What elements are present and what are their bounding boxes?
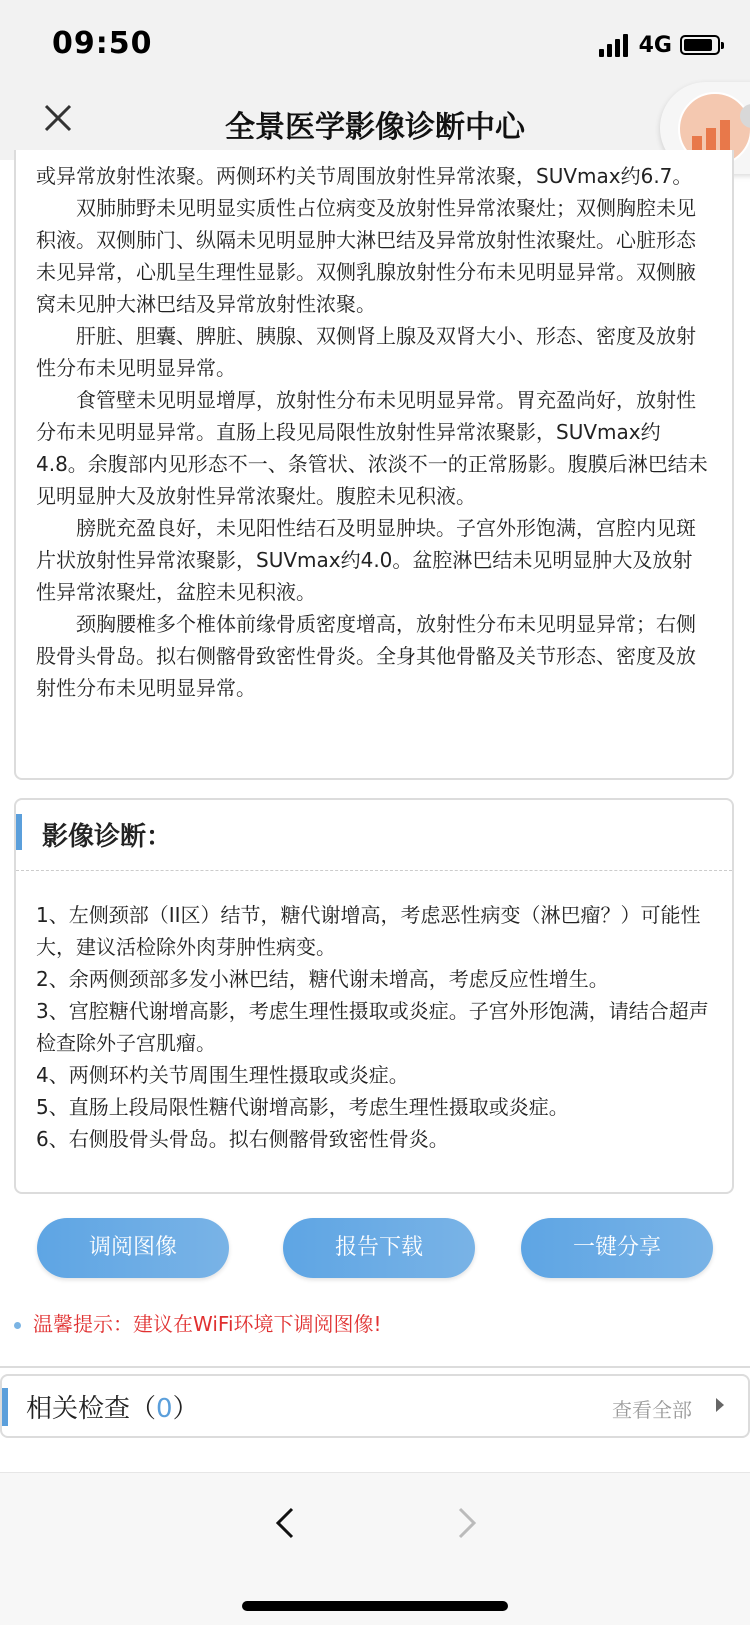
bottom-toolbar [0,1472,750,1625]
bullet-icon [14,1322,21,1329]
chevron-right-icon [446,1503,486,1543]
section-accent-bar [2,1388,8,1426]
diagnosis-item: 1、左侧颈部（II区）结节，糖代谢增高，考虑恶性病变（淋巴瘤？）可能性大，建议活检除外肉芽肿性病变。 [36,903,701,959]
findings-text [16,150,732,704]
related-exams-title [26,1388,199,1425]
related-exams-row[interactable] [0,1374,750,1438]
status-time: 09:50 [52,26,153,61]
diagnosis-list [16,871,732,1155]
status-bar [0,0,750,88]
findings-paragraph: 颈胸腰椎多个椎体前缘骨质密度增高，放射性分布未见明显异常；右侧股骨头骨岛。拟右侧髂骨致密性骨炎。全身其他骨骼及关节形态、密度及放射性分布未见明显异常。 [36,612,696,700]
share-button[interactable]: 一键分享 [521,1218,713,1278]
status-indicators [599,30,720,60]
related-count: 0 [156,1394,173,1424]
related-title-suffix: ） [172,1394,199,1424]
diagnosis-item: 4、两侧环杓关节周围生理性摄取或炎症。 [36,1063,409,1087]
findings-paragraph: 或异常放射性浓聚。两侧环杓关节周围放射性异常浓聚，SUVmax约6.7。 [36,164,693,188]
diagnosis-item: 3、宫腔糖代谢增高影，考虑生理性摄取或炎症。子宫外形饱满，请结合超声检查除外子宫肌瘤。 [36,999,709,1055]
action-buttons [0,1218,750,1278]
battery-icon [680,35,720,55]
signal-icon [599,33,631,57]
download-report-button[interactable]: 报告下载 [283,1218,475,1278]
view-images-button[interactable]: 调阅图像 [37,1218,229,1278]
diagnosis-header [16,800,732,871]
diagnosis-card [14,798,734,1194]
findings-card [14,150,734,780]
related-title-prefix: 相关检查（ [26,1394,157,1424]
back-button[interactable] [266,1503,306,1543]
findings-paragraph: 膀胱充盈良好，未见阳性结石及明显肿块。子宫外形饱满，宫腔内见斑片状放射性异常浓聚影，SUVmax约4.0。盆腔淋巴结未见明显肿大及放射性异常浓聚灶，盆腔未见积液。 [36,516,696,604]
forward-button[interactable] [446,1503,486,1543]
findings-paragraph: 双肺肺野未见明显实质性占位病变及放射性异常浓聚灶；双侧胸腔未见积液。双侧肺门、纵隔未见明显肿大淋巴结及异常放射性浓聚灶。心脏形态未见异常，心肌呈生理性显影。双侧乳腺放射性分布未见明显异常。双侧腋窝未见肿大淋巴结及异常放射性浓聚。 [36,196,696,316]
diagnosis-item: 2、余两侧颈部多发小淋巴结，糖代谢未增高，考虑反应性增生。 [36,967,609,991]
findings-paragraph: 食管壁未见明显增厚，放射性分布未见明显异常。胃充盈尚好，放射性分布未见明显异常。直肠上段见局限性放射性异常浓聚影，SUVmax约4.8。余腹部内见形态不一、条管状、浓淡不一的正常肠影。腹膜后淋巴结未见明显肿大及放射性异常浓聚灶。腹腔未见积液。 [36,388,708,508]
chevron-left-icon [266,1503,306,1543]
diagnosis-title: 影像诊断： [42,822,173,852]
wifi-tip [14,1308,382,1337]
diagnosis-item: 5、直肠上段局限性糖代谢增高影，考虑生理性摄取或炎症。 [36,1095,569,1119]
page-title: 全景医学影像诊断中心 [225,110,525,145]
network-type: 4G [638,32,672,58]
section-divider [0,1366,750,1368]
view-all-link[interactable]: 查看全部 [612,1398,692,1422]
home-indicator[interactable] [242,1601,508,1611]
diagnosis-item: 6、右侧股骨头骨岛。拟右侧髂骨致密性骨炎。 [36,1127,449,1151]
wifi-tip-text: 温馨提示：建议在WiFi环境下调阅图像! [33,1312,382,1336]
findings-paragraph: 肝脏、胆囊、脾脏、胰腺、双侧肾上腺及双肾大小、形态、密度及放射性分布未见明显异常。 [36,324,696,380]
section-accent-bar [16,814,22,850]
chevron-right-icon [716,1398,724,1412]
